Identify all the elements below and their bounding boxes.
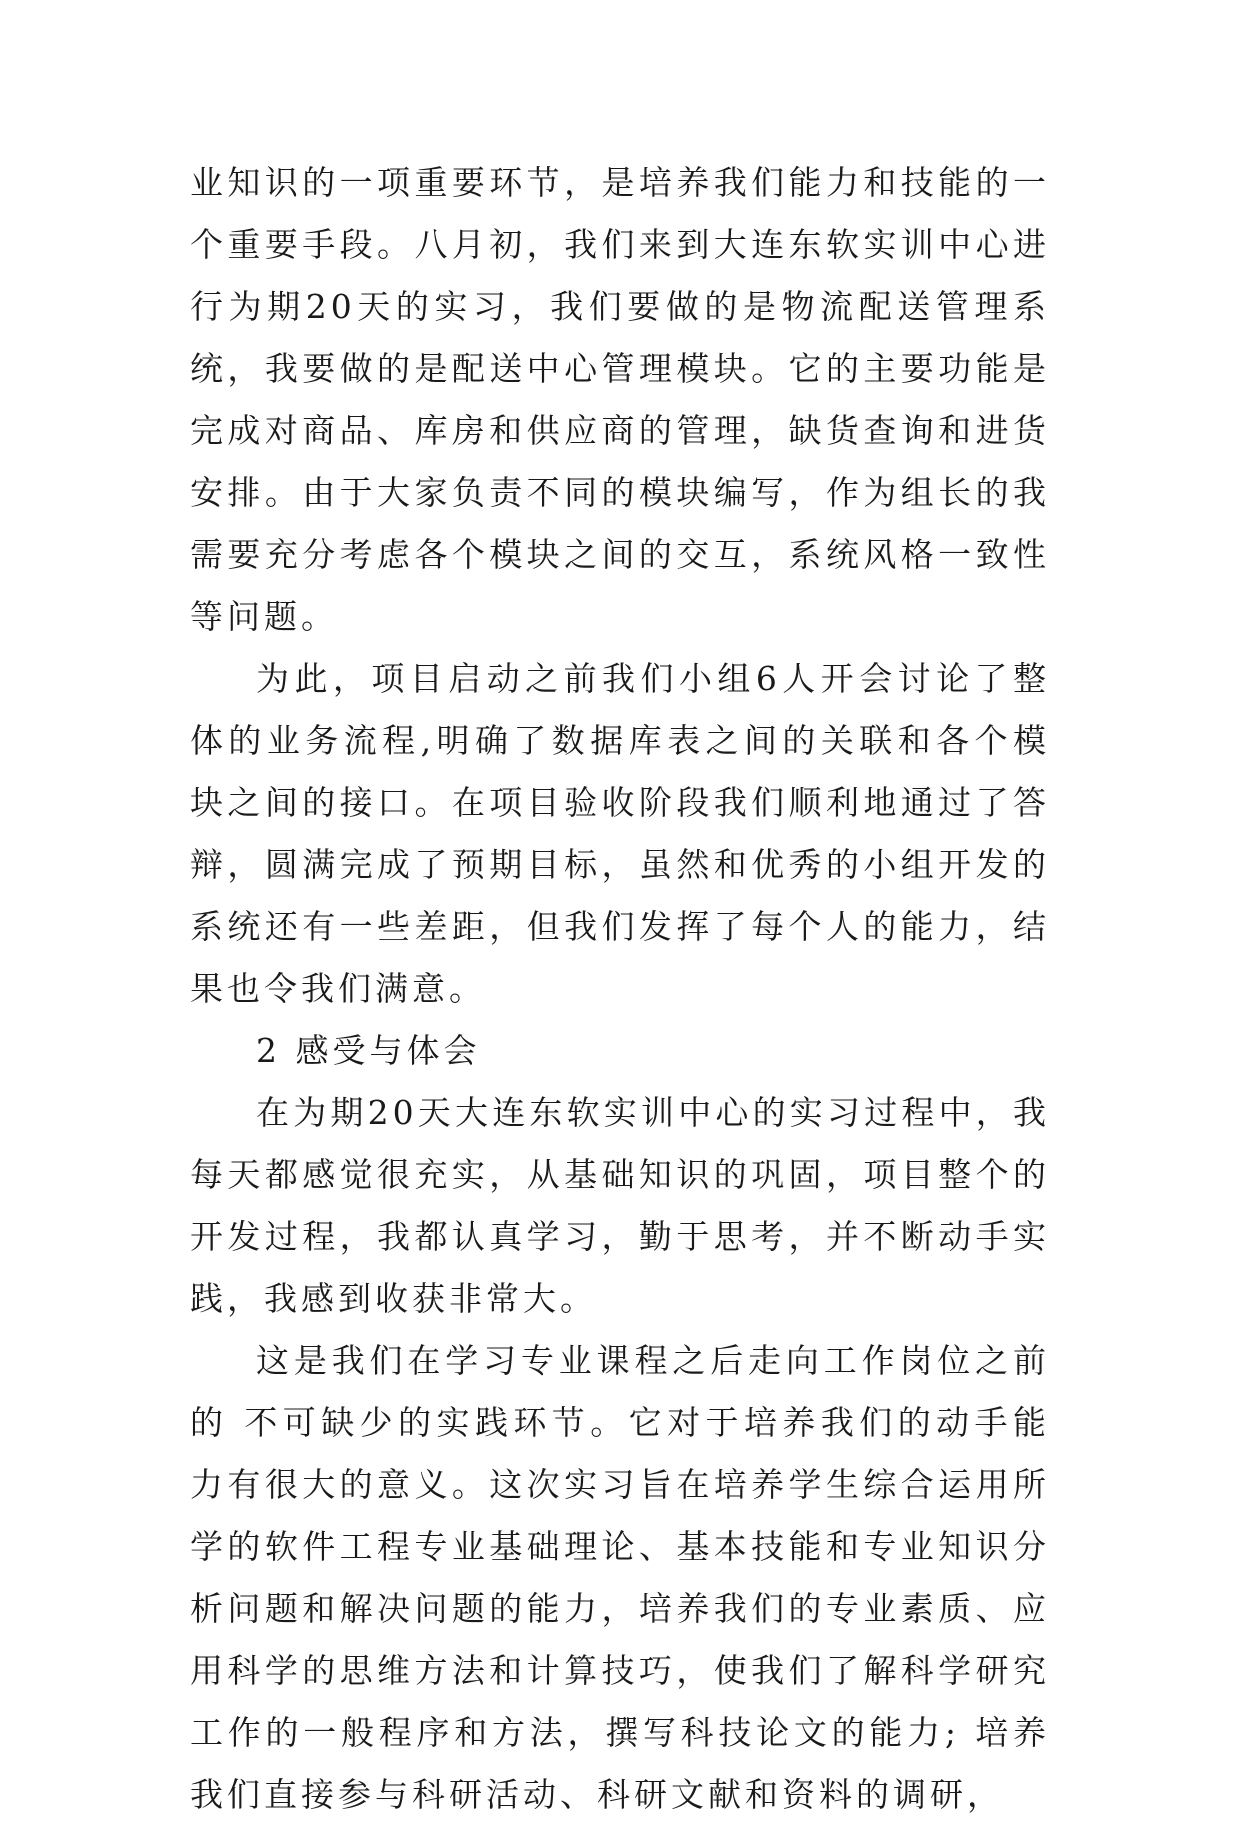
paragraph-continuation: 业知识的一项重要环节，是培养我们能力和技能的一个重要手段。八月初，我们来到大连东软实训中心进行为期20天的实习，我们要做的是物流配送管理系统，我要做的是配送中心管理模块。它的主要功能是完成对商品、库房和供应商的管理，缺货查询和进货安排。由于大家负责不同的模块编写，作为组长的我需要充分考虑各个模块之间的交互，系统风格一致性等问题。 bbox=[190, 163, 1050, 636]
section-heading: 2 感受与体会 bbox=[256, 1031, 481, 1070]
document-body bbox=[190, 152, 1050, 1826]
paragraph-internship-experience: 在为期20天大连东软实训中心的实习过程中，我每天都感觉很充实，从基础知识的巩固，项目整个的开发过程，我都认真学习，勤于思考，并不断动手实践，我感到收获非常大。 bbox=[190, 1093, 1050, 1318]
paragraph-practice-significance: 这是我们在学习专业课程之后走向工作岗位之前的 不可缺少的实践环节。它对于培养我们的动手能力有很大的意义。这次实习旨在培养学生综合运用所学的软件工程专业基础理论、基本技能和专业知识分析问题和解决问题的能力，培养我们的专业素质、应用科学的思维方法和计算技巧，使我们了解科学研究工作的一般程序和方法，撰写科技论文的能力; 培养我们直接参与科研活动、科研文献和资料的调研， bbox=[190, 1341, 1050, 1814]
paragraph-project-process: 为此，项目启动之前我们小组6人开会讨论了整体的业务流程,明确了数据库表之间的关联和各个模块之间的接口。在项目验收阶段我们顺利地通过了答辩，圆满完成了预期目标，虽然和优秀的小组开发的系统还有一些差距，但我们发挥了每个人的能力，结果也令我们满意。 bbox=[190, 659, 1050, 1008]
